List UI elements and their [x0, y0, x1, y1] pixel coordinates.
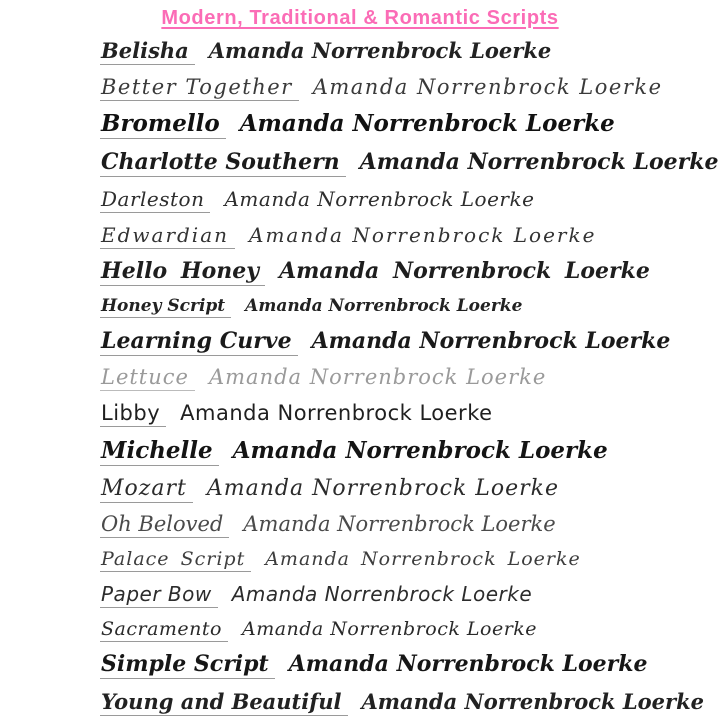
- font-row: [0, 401, 720, 427]
- font-row: [0, 365, 720, 391]
- font-row: [0, 618, 720, 642]
- font-name: Simple Script: [100, 651, 275, 679]
- font-row: [0, 651, 720, 679]
- font-name: Learning Curve: [100, 328, 298, 356]
- font-name: Libby: [100, 401, 166, 427]
- font-name: Charlotte Southern: [100, 149, 346, 177]
- font-name: Mozart: [100, 476, 193, 503]
- font-row: [0, 110, 720, 139]
- font-name: Young and Beautiful: [100, 689, 348, 716]
- font-sample-text: Amanda Norrenbrock Loerke: [312, 74, 663, 99]
- font-name: Hello Honey: [100, 258, 265, 286]
- font-sample-text: Amanda Norrenbrock Loerke: [279, 258, 650, 285]
- font-row: [0, 328, 720, 356]
- font-sample-text: Amanda Norrenbrock Loerke: [206, 475, 560, 501]
- font-sample-text: Amanda Norrenbrock Loerke: [245, 296, 523, 317]
- font-row: [0, 187, 720, 213]
- font-name: Sacramento: [100, 618, 228, 642]
- font-sample-text: Amanda Norrenbrock Loerke: [311, 327, 671, 354]
- font-row: [0, 548, 720, 572]
- font-name: Lettuce: [100, 365, 195, 391]
- font-sample-text: Amanda Norrenbrock Loerke: [361, 688, 704, 714]
- font-row: [0, 296, 720, 318]
- font-row: [0, 75, 720, 101]
- font-row: [0, 437, 720, 466]
- font-sample-text: Amanda Norrenbrock Loerke: [288, 651, 648, 678]
- font-sample-text: Amanda Norrenbrock Loerke: [231, 581, 533, 606]
- font-name: Better Together: [100, 75, 299, 101]
- font-sample-text: Amanda Norrenbrock Loerke: [224, 186, 535, 211]
- font-row: [0, 258, 720, 286]
- font-name: Oh Beloved: [100, 512, 229, 538]
- font-sample-text: Amanda Norrenbrock Loerke: [243, 512, 556, 537]
- font-name: Darleston: [100, 187, 210, 213]
- font-sample-text: Amanda Norrenbrock Loerke: [265, 548, 581, 571]
- font-row: [0, 149, 720, 177]
- font-name: Edwardian: [100, 223, 235, 249]
- font-name: Palace Script: [100, 548, 251, 572]
- font-sample-text: Amanda Norrenbrock Loerke: [208, 365, 547, 390]
- font-list: [0, 38, 720, 716]
- font-sample-text: Amanda Norrenbrock Loerke: [239, 110, 615, 138]
- font-name: Belisha: [100, 38, 195, 65]
- font-name: Paper Bow: [100, 582, 218, 608]
- font-row: [0, 476, 720, 503]
- font-row: [0, 689, 720, 716]
- font-sample-text: Amanda Norrenbrock Loerke: [249, 222, 597, 247]
- page-title: Modern, Traditional & Romantic Scripts: [161, 7, 559, 29]
- font-name: Bromello: [100, 110, 226, 139]
- font-row: [0, 223, 720, 249]
- font-row: [0, 38, 720, 65]
- font-sample-text: Amanda Norrenbrock Loerke: [241, 617, 538, 640]
- font-sample-text: Amanda Norrenbrock Loerke: [208, 38, 552, 63]
- font-row: [0, 582, 720, 608]
- font-sample-text: Amanda Norrenbrock Loerke: [180, 401, 493, 426]
- font-name: Honey Script: [100, 296, 231, 318]
- font-sample-text: Amanda Norrenbrock Loerke: [359, 149, 719, 176]
- font-row: [0, 512, 720, 538]
- font-name: Michelle: [100, 437, 219, 466]
- font-sample-text: Amanda Norrenbrock Loerke: [232, 436, 608, 464]
